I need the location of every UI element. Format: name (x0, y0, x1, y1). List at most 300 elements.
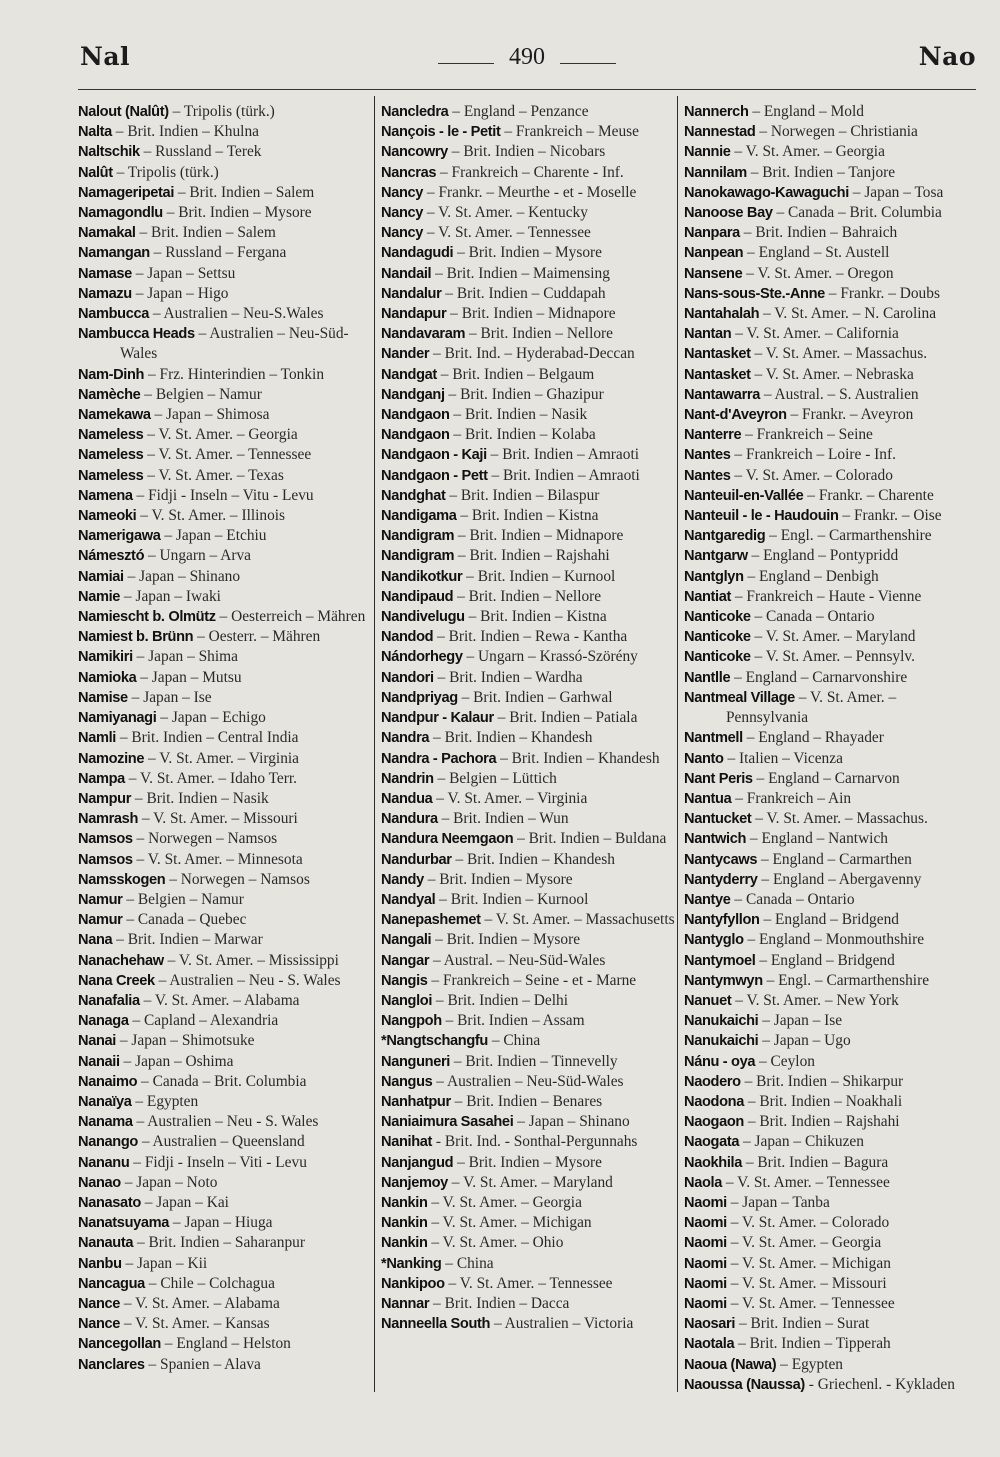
entry-location: – Engl. – Carmarthenshire (765, 527, 932, 545)
entry (684, 1274, 980, 1294)
column-2 (381, 102, 677, 1334)
entry-location: – China (441, 1254, 494, 1272)
entry-headword: Naoussa (Naussa) (684, 1376, 805, 1393)
entry-location: – Brit. Indien – Rajshahi (743, 1113, 900, 1131)
entry (381, 486, 677, 506)
entry-headword: Nandalur (381, 285, 442, 302)
entry-headword: Nannilam (684, 164, 747, 181)
entry-headword: Nantmell (684, 730, 743, 747)
entry (684, 486, 980, 506)
entry-location: – Frankr. – Charente (803, 486, 934, 504)
entry (381, 1153, 677, 1173)
entry (78, 647, 374, 667)
entry (684, 102, 980, 122)
entry (381, 647, 677, 667)
entry-headword: Nandail (381, 265, 432, 282)
entry (78, 1112, 374, 1132)
entry-headword: Nanto (684, 750, 724, 767)
entry-headword: Nantawarra (684, 386, 760, 403)
entry-location: – Brit. Indien – Midnapore (454, 527, 624, 545)
header-right-catchword: Nao (918, 42, 976, 71)
entry-location: – Ceylon (755, 1052, 815, 1070)
entry-headword: Nanuet (684, 992, 732, 1009)
entry (78, 850, 374, 870)
entry (684, 284, 980, 304)
entry (78, 809, 374, 829)
entry-headword: Nantyfyllon (684, 912, 760, 929)
entry (684, 647, 980, 667)
entry-location: – Brit. Indien – Tipperah (734, 1335, 891, 1353)
entry (684, 951, 980, 971)
entry (684, 809, 980, 829)
entry-headword: Naokhila (684, 1154, 743, 1171)
entry-headword: Nankin (381, 1215, 428, 1232)
entry-headword: Nanaimo (78, 1073, 138, 1090)
entry-headword: Nançois - le - Petit (381, 124, 501, 141)
entry-location: – England – Abergavenny (757, 870, 922, 888)
entry-headword: Naodero (684, 1073, 741, 1090)
entry-headword: Nanukaichi (684, 1013, 759, 1030)
entry (381, 1193, 677, 1213)
entry (381, 344, 677, 364)
entry-headword: Nambucca (78, 306, 150, 323)
entry-location: – Japan – Kai (140, 1193, 229, 1211)
entry (684, 1052, 980, 1072)
entry-headword: Nanukaichi (684, 1033, 759, 1050)
entry-headword: Nanteuil - le - Haudouin (684, 508, 839, 525)
entry-location: – Australien – Neu-Süd-Wales (120, 325, 349, 363)
entry-headword: Naogata (684, 1134, 740, 1151)
entry (78, 324, 374, 364)
entry (78, 506, 374, 526)
entry (684, 850, 980, 870)
entry (381, 567, 677, 587)
entry-location: – Spanien – Alava (144, 1355, 261, 1373)
entry-headword: Namsos (78, 831, 133, 848)
entry (381, 1294, 677, 1314)
entry-location: – Japan – Ugo (758, 1032, 851, 1050)
entry-headword: *Nangtschangfu (381, 1033, 488, 1050)
entry-location: – Frankreich – Charente - Inf. (436, 163, 624, 181)
entry (684, 1254, 980, 1274)
entry-location: – Belgien – Lüttich (433, 769, 557, 787)
entry-headword: Nantes (684, 447, 731, 464)
entry (78, 1153, 374, 1173)
entry (381, 445, 677, 465)
entry-headword: *Nanking (381, 1255, 442, 1272)
entry-headword: Nandikotkur (381, 568, 463, 585)
entry (381, 890, 677, 910)
entry (78, 102, 374, 122)
entry (684, 627, 980, 647)
entry-location: – Brit. Indien – Cuddapah (441, 284, 606, 302)
entry (684, 688, 980, 728)
entry (684, 546, 980, 566)
entry-location: – Canada – Ontario (750, 608, 875, 626)
entry (381, 405, 677, 425)
entry-location: – V. St. Amer. – Pennsylvania (726, 688, 897, 727)
entry-headword: Nanhatpur (381, 1093, 451, 1110)
entry-headword: Nana (78, 932, 113, 949)
entry-headword: Namakal (78, 225, 136, 242)
entry (381, 163, 677, 183)
entry-location: – Japan – Settsu (131, 264, 236, 282)
entry (78, 405, 374, 425)
entry (381, 365, 677, 385)
entry-location: – Brit. Indien – Amraoti (486, 446, 640, 464)
entry (78, 385, 374, 405)
entry (381, 951, 677, 971)
entry (381, 1052, 677, 1072)
entry-headword: Nampur (78, 790, 132, 807)
entry (684, 587, 980, 607)
entry-location: – Frankreich – Seine - et - Marne (427, 971, 637, 989)
entry (684, 1334, 980, 1354)
entry-location: – V. St. Amer. – Alabama (139, 991, 300, 1009)
entry-headword: Nananu (78, 1154, 130, 1171)
entry-location: – Capland – Alexandria (128, 1012, 279, 1030)
entry (78, 910, 374, 930)
entry-headword: Nancy (381, 225, 424, 242)
entry-location: – Brit. Indien – Rewa - Kantha (433, 628, 628, 646)
entry-location: – Brit. Indien – Nellore (465, 325, 613, 343)
entry-headword: Naola (684, 1174, 722, 1191)
page-number: 490 (509, 44, 545, 70)
entry-location: – Frankreich – Haute - Vienne (731, 587, 922, 605)
entry-headword: Nandghat (381, 487, 446, 504)
entry-location: – England – Denbigh (743, 567, 879, 585)
entry-headword: Namrash (78, 811, 139, 828)
entry-headword: Nantyderry (684, 871, 758, 888)
entry-headword: Nandod (381, 629, 434, 646)
entry-headword: Nancowry (381, 144, 448, 161)
entry-location: – Brit. Indien – Mysore (431, 931, 581, 949)
entry-headword: Nandgaon (381, 407, 450, 424)
entry-location: – Russland – Fergana (149, 244, 287, 262)
entry-location: – Austral. – S. Australien (760, 385, 919, 403)
entry-location: – China (488, 1032, 541, 1050)
entry (684, 344, 980, 364)
entry-headword: Nansene (684, 265, 743, 282)
entry-headword: Nanpean (684, 245, 744, 262)
entry-location: – Frankr. – Meurthe - et - Moselle (423, 183, 637, 201)
entry-location: – Brit. Indien – Nasik (131, 789, 269, 807)
entry-location: – Japan – Noto (120, 1173, 218, 1191)
entry-location: – Canada – Quebec (122, 911, 247, 929)
entry-headword: Nantasket (684, 366, 751, 383)
entry-location: – Italien – Vicenza (723, 749, 843, 767)
entry (381, 506, 677, 526)
entry (78, 870, 374, 890)
entry-headword: Namur (78, 912, 123, 929)
entry-location: – Brit. Indien – Bahraich (739, 224, 898, 242)
entry (381, 102, 677, 122)
entry (381, 526, 677, 546)
entry (381, 870, 677, 890)
entry-headword: Namiest b. Brünn (78, 629, 194, 646)
entry (78, 1173, 374, 1193)
entry-location: – Fidji - Inseln – Vitu - Levu (132, 486, 314, 504)
entry (381, 607, 677, 627)
entry-location: – V. St. Amer. – Tennessee (444, 1274, 613, 1292)
entry-location: – Brit. Indien – Khandesh (496, 749, 660, 767)
entry (684, 728, 980, 748)
entry (684, 304, 980, 324)
entry-location: – England – Penzance (448, 103, 589, 120)
entry-location: – V. St. Amer. – Michigan (726, 1254, 891, 1272)
entry-location: – Frankr. – Doubs (824, 284, 940, 302)
entry-headword: Nankipoo (381, 1275, 445, 1292)
entry-location: – V. St. Amer. – Kentucky (423, 204, 588, 222)
entry (78, 1193, 374, 1213)
entry-headword: Nanticoke (684, 609, 751, 626)
entry-headword: Nancy (381, 184, 424, 201)
entry-location: – England – Mold (748, 103, 864, 120)
entry-headword: Nanai (78, 1033, 116, 1050)
entry-headword: Nanticoke (684, 649, 751, 666)
entry-headword: Nameless (78, 467, 144, 484)
entry (684, 365, 980, 385)
entry-location: – Brit. Indien – Nicobars (447, 143, 606, 161)
entry-location: – V. St. Amer. – California (731, 325, 899, 343)
entry (78, 890, 374, 910)
entry-location: – Brit. Indien – Salem (174, 183, 315, 201)
entry-headword: Nandori (381, 669, 434, 686)
entry-headword: Nannerch (684, 104, 749, 120)
entry-location: – Frz. Hinterindien – Tonkin (144, 365, 325, 383)
entry-location: – Ungarn – Krassó-Szörény (462, 648, 638, 666)
entry-location: – V. St. Amer. – Tennessee (722, 1173, 890, 1191)
entry (78, 284, 374, 304)
entry (381, 971, 677, 991)
entry-location: – V. St. Amer. – Minnesota (132, 850, 303, 868)
entry-headword: Nanama (78, 1114, 133, 1131)
entry-headword: Namangan (78, 245, 150, 262)
entry (78, 304, 374, 324)
entry-location: – Canada – Brit. Columbia (137, 1072, 307, 1090)
entry (684, 506, 980, 526)
entry-location: – V. St. Amer. – Missouri (138, 810, 298, 828)
entry-location: – Tripolis (türk.) (112, 163, 219, 181)
entry (684, 203, 980, 223)
entry (78, 769, 374, 789)
entry (78, 668, 374, 688)
entry (381, 809, 677, 829)
entry-location: – Japan – Kii (121, 1254, 208, 1272)
entry-headword: Nandganj (381, 386, 445, 403)
entry-location: – England – St. Austell (743, 244, 890, 262)
entry (381, 264, 677, 284)
entry-headword: Nameoki (78, 508, 137, 525)
entry-location: – Japan – Shima (132, 648, 238, 666)
entry (684, 1132, 980, 1152)
entry-headword: Namur (78, 891, 123, 908)
entry-headword: Nalta (78, 124, 112, 141)
entry-location: – V. St. Amer. – Massachus. (750, 345, 928, 363)
entry (78, 1294, 374, 1314)
entry (381, 1132, 677, 1152)
entry-location: – Brit. Indien – Delhi (432, 991, 568, 1009)
entry-headword: Nandigama (381, 508, 457, 525)
entry (78, 607, 374, 627)
entry-headword: Nangali (381, 932, 432, 949)
entry (381, 1213, 677, 1233)
entry-headword: Nantucket (684, 811, 752, 828)
entry (381, 627, 677, 647)
entry-location: – England – Bridgend (759, 911, 899, 929)
entry-headword: Naomi (684, 1275, 727, 1292)
entry-location: – Brit. Indien – Saharanpur (133, 1234, 305, 1252)
entry-location: – England – Pontypridd (747, 547, 899, 565)
entry-headword: Nameless (78, 447, 144, 464)
entry-headword: Nandipaud (381, 588, 454, 605)
entry-headword: Naosari (684, 1316, 736, 1333)
entry-location: – Brit. Indien – Noakhali (743, 1092, 903, 1110)
entry (684, 991, 980, 1011)
entry-headword: Nándorhegy (381, 649, 463, 666)
entry-headword: Nandgat (381, 366, 437, 383)
entry-headword: Nandavaram (381, 326, 466, 343)
entry-location: – Japan – Hiuga (169, 1214, 273, 1232)
entry-headword: Nanaïya (78, 1093, 132, 1110)
entry-headword: Nannar (381, 1295, 430, 1312)
entry-headword: Nanterre (684, 427, 742, 444)
entry (78, 708, 374, 728)
entry-location: – Japan – Shimosa (150, 406, 270, 424)
entry-headword: Nantahalah (684, 306, 760, 323)
entry-headword: Nancras (381, 164, 437, 181)
entry-headword: Nandgaon (381, 427, 450, 444)
entry (381, 324, 677, 344)
entry-headword: Namase (78, 265, 132, 282)
entry-location: – Brit. Indien – Garhwal (457, 688, 613, 706)
entry (381, 1112, 677, 1132)
entry-location: – V. St. Amer. – Alabama (120, 1294, 280, 1312)
entry-headword: Nandy (381, 871, 424, 888)
entry-headword: Namiai (78, 568, 124, 585)
entry-headword: Nantgaredig (684, 528, 766, 545)
entry-location: – Frankreich – Ain (731, 789, 852, 807)
entry-headword: Nandigram (381, 548, 455, 565)
entry (381, 1031, 677, 1051)
entry-headword: Namazu (78, 285, 132, 302)
entry-location: – Japan – Ise (127, 688, 212, 706)
entry (78, 466, 374, 486)
entry-location: – V. St. Amer. – Idaho Terr. (124, 769, 297, 787)
entry (381, 142, 677, 162)
entry (78, 627, 374, 647)
entry-location: – Brit. Indien – Marwar (112, 931, 263, 949)
entry-headword: Namiescht b. Olmütz (78, 609, 216, 626)
entry-location: – Norwegen – Christiania (755, 123, 918, 141)
entry-headword: Nanbu (78, 1255, 122, 1272)
entry (78, 951, 374, 971)
entry-headword: Nangloi (381, 992, 433, 1009)
entry (381, 1092, 677, 1112)
entry-headword: Nangis (381, 972, 428, 989)
entry-location: – Brit. Indien – Nellore (453, 587, 602, 605)
entry-location: – Japan – Iwaki (120, 587, 221, 605)
entry (78, 1031, 374, 1051)
entry (381, 1274, 677, 1294)
entry-headword: Nant Peris (684, 770, 753, 787)
entry-location: – V. St. Amer. – Massachus. (751, 810, 928, 828)
entry-location: – V. St. Amer. – Georgia (726, 1234, 882, 1252)
entry-headword: Nanauta (78, 1235, 134, 1252)
entry (381, 587, 677, 607)
entry-headword: Námesztó (78, 548, 145, 565)
entry-location: – V. St. Amer. – Ohio (427, 1234, 564, 1252)
header-center (438, 44, 616, 80)
entry (684, 264, 980, 284)
entry-headword: Namli (78, 730, 116, 747)
entry (381, 668, 677, 688)
entry-headword: Nander (381, 346, 430, 363)
entry-headword: Namekawa (78, 407, 151, 424)
entry-location: – Brit. Indien – Khandesh (451, 850, 615, 868)
entry-headword: Nangus (381, 1073, 433, 1090)
entry-location: – V. St. Amer. – Maryland (750, 628, 916, 646)
entry-location: – Brit. Indien – Salem (135, 224, 276, 242)
entry (78, 142, 374, 162)
entry (684, 607, 980, 627)
entry-location: – England – Carnarvonshire (730, 668, 908, 686)
entry (78, 546, 374, 566)
entry-location: – V. St. Amer. – Texas (143, 466, 284, 484)
entry-headword: Nanasato (78, 1194, 141, 1211)
entry-location: – Egypten (776, 1355, 843, 1373)
entry (381, 203, 677, 223)
entry-location: – Brit. Indien – Surat (735, 1315, 870, 1333)
entry-location: – V. St. Amer. – Virginia (432, 789, 588, 807)
entry-location: – Japan – Mutsu (136, 668, 242, 686)
entry-location: – V. St. Amer. – Michigan (427, 1214, 592, 1232)
entry (684, 1375, 980, 1395)
entry-location: – Japan – Tosa (848, 183, 944, 201)
entry (684, 1153, 980, 1173)
entry-headword: Nanao (78, 1174, 121, 1191)
entry-headword: Nantycaws (684, 851, 758, 868)
entry-headword: Namioka (78, 669, 137, 686)
entry-location: – Australien – Neu - S. Wales (132, 1113, 319, 1131)
entry-location: – V. St. Amer. – Missouri (726, 1274, 887, 1292)
entry-location: – Russland – Terek (139, 143, 262, 161)
entry-location: – Brit. Indien – Mysore (453, 1153, 603, 1171)
entry-headword: Nangar (381, 952, 430, 969)
entry (78, 486, 374, 506)
entry-location: – Brit. Indien – Belgaum (436, 365, 595, 383)
header-divider (78, 89, 976, 90)
entry-headword: Nalout (Nalût) (78, 104, 169, 120)
entry-headword: Nandgaon - Pett (381, 467, 488, 484)
entry (78, 1314, 374, 1334)
entry (381, 425, 677, 445)
entry-headword: Nantgarw (684, 548, 748, 565)
entry (684, 122, 980, 142)
entry-location: – V. St. Amer. – Illinois (136, 507, 286, 525)
entry-headword: Nance (78, 1316, 121, 1333)
entry-headword: Nanachehaw (78, 952, 164, 969)
entry (684, 769, 980, 789)
entry-headword: Nandra - Pachora (381, 750, 497, 767)
entry-location: – Japan – Chikuzen (739, 1133, 864, 1151)
entry-location: – V. St. Amer. – Tennessee (143, 446, 312, 464)
entry-headword: Nambucca Heads (78, 326, 195, 343)
entry (684, 223, 980, 243)
entry-location: – V. St. Amer. – Georgia (143, 426, 298, 444)
entry-headword: Nanjangud (381, 1154, 454, 1171)
entry-location: – V. St. Amer. – Colorado (726, 1214, 890, 1232)
